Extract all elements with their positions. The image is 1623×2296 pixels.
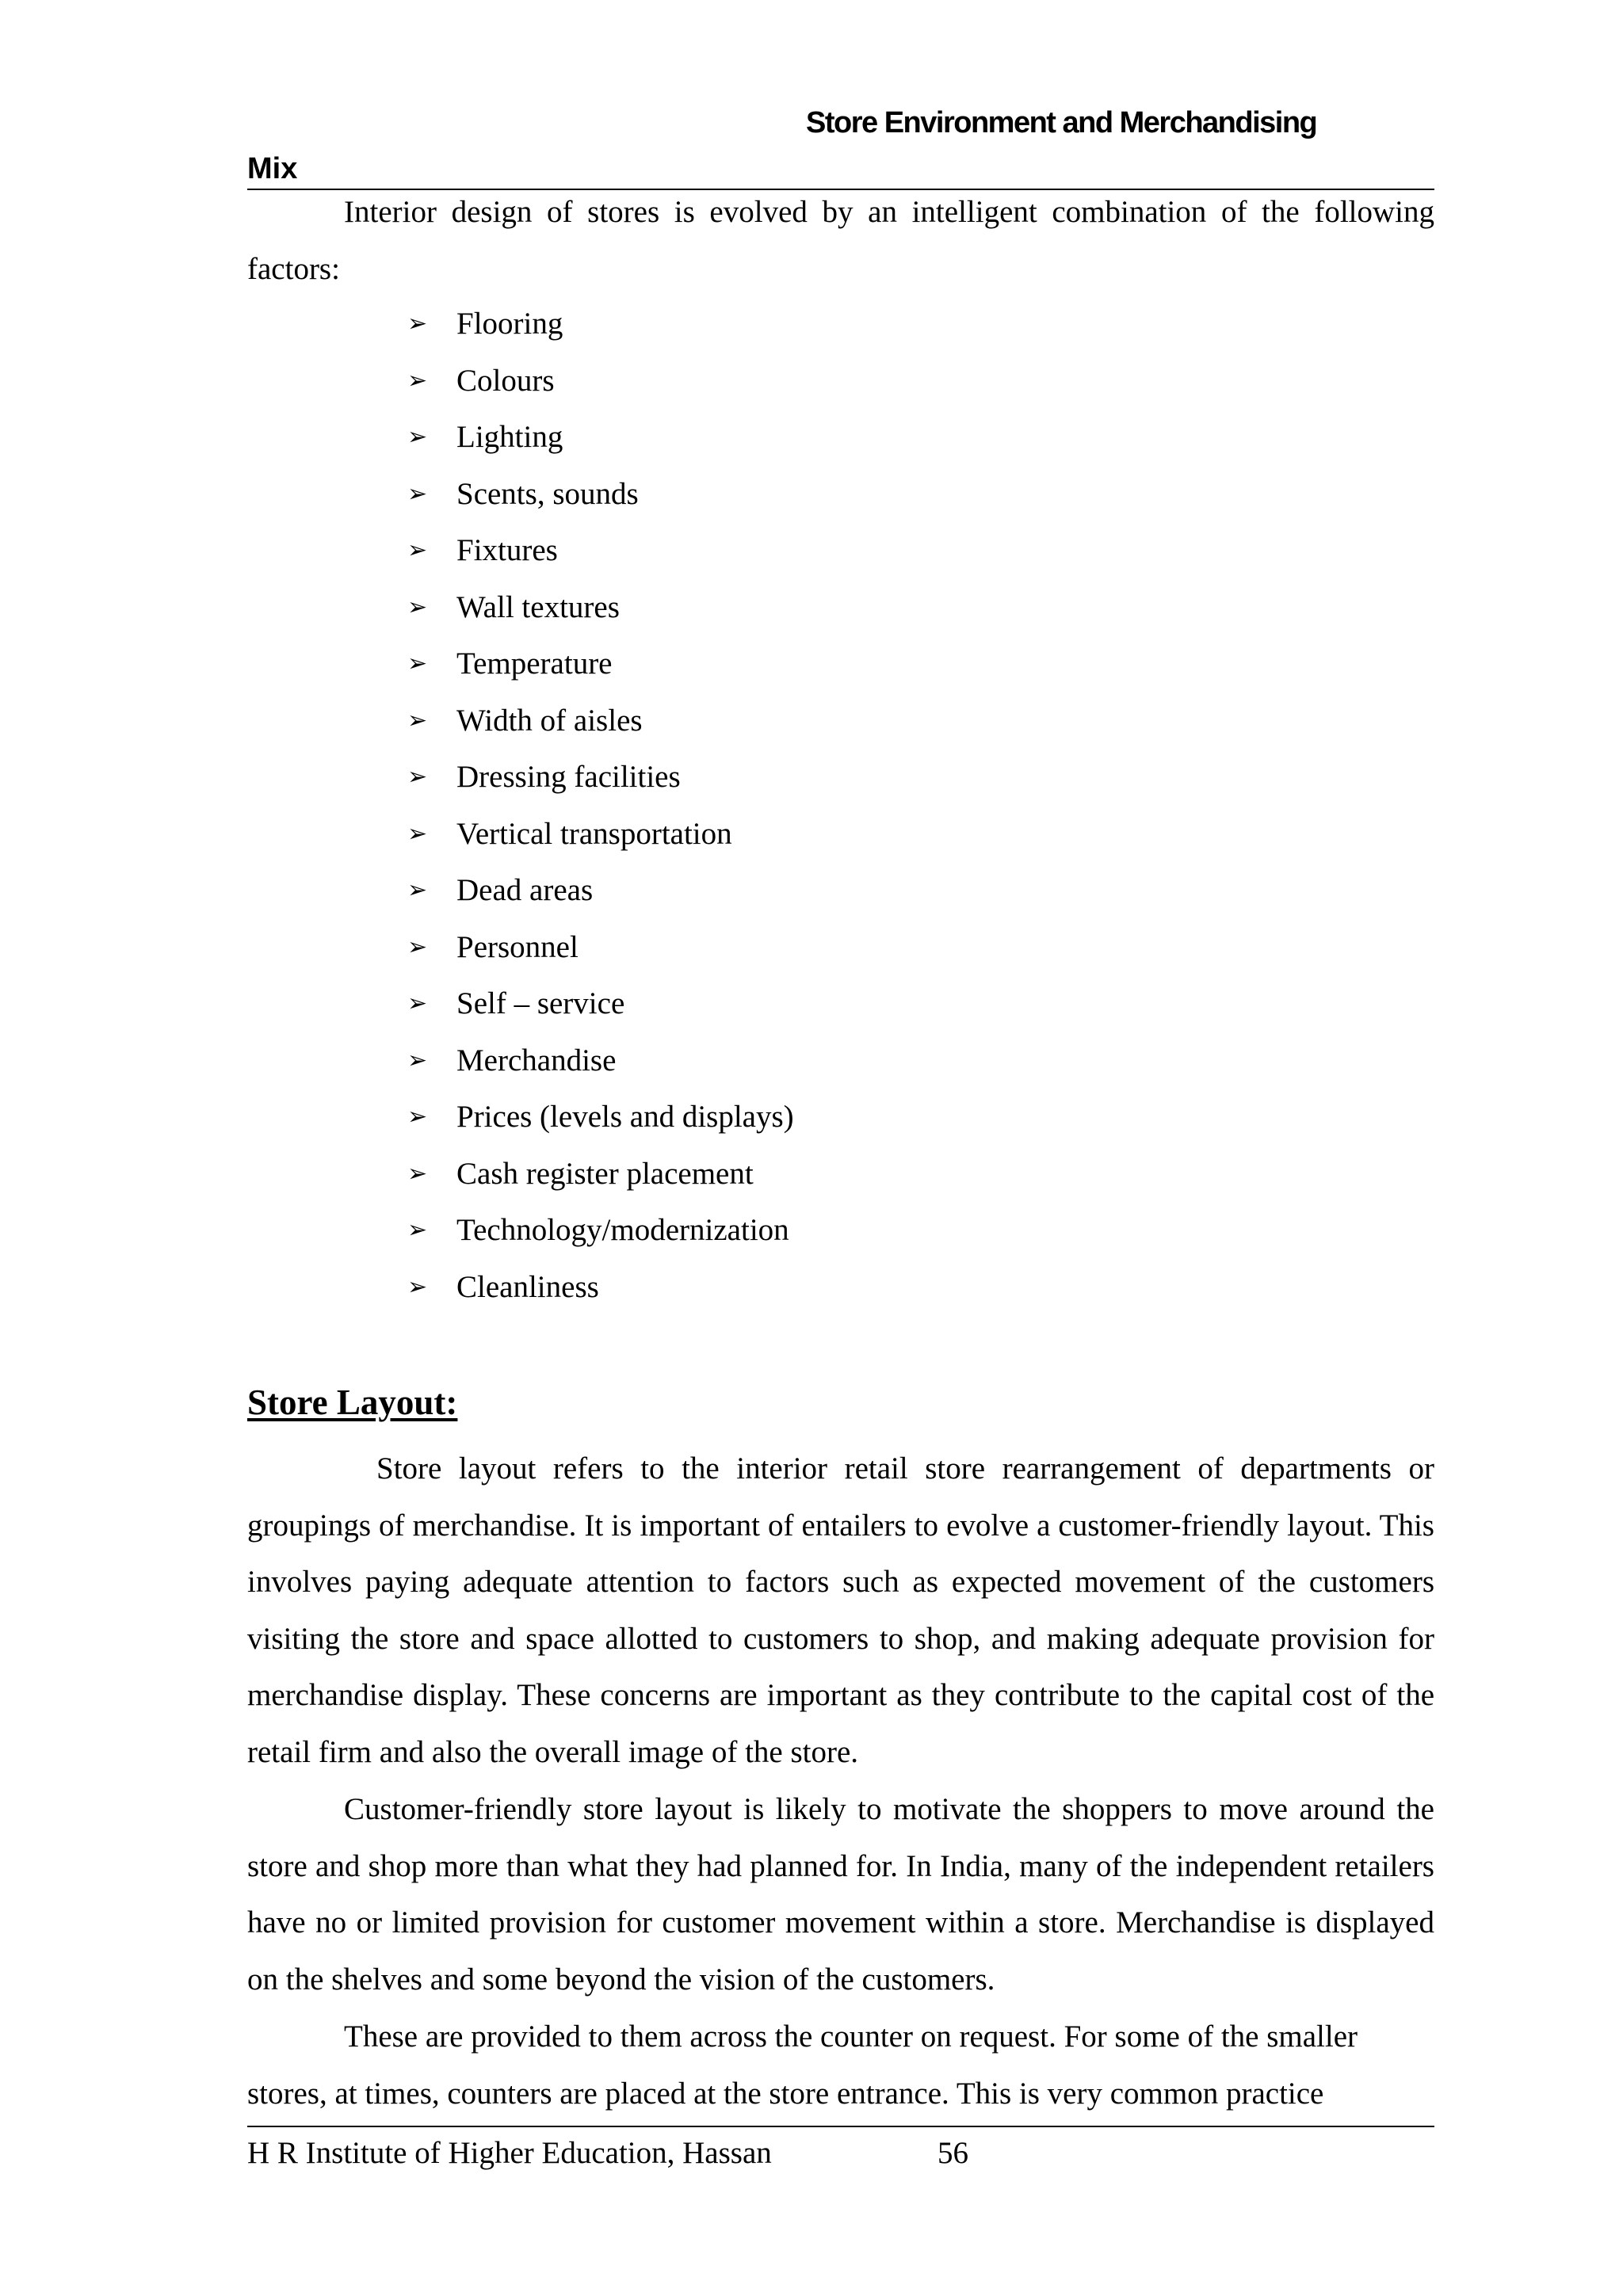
body-paragraph: Store layout refers to the interior retail store rearrangement of departments or groupings of merchandise. It is important of entailers to evolve a customer-friendly layout. This involves paying adequate attention to factors such as expected movement of the customers visiting the store and space allotted to customers to shop, and making adequate provision for merchandise display. These concerns are important as they contribute to the capital cost of the retail firm and also the overall image of the store. (247, 1451, 1434, 1769)
list-item-text: Colours (456, 363, 555, 398)
list-item-text: Personnel (456, 929, 579, 964)
list-item-text: Fixtures (456, 533, 558, 567)
list-item-text: Technology/modernization (456, 1213, 789, 1247)
intro-paragraph: Interior design of stores is evolved by an intelligent combination of the following factors: (247, 195, 1434, 286)
list-item-text: Width of aisles (456, 703, 643, 738)
list-item-text: Flooring (456, 307, 563, 341)
list-item-text: Self – service (456, 986, 625, 1020)
arrow-bullet-icon: ➢ (407, 479, 428, 508)
list-item-text: Dead areas (456, 873, 594, 907)
arrow-bullet-icon: ➢ (407, 990, 428, 1017)
page-number: 56 (938, 2136, 968, 2170)
arrow-bullet-icon: ➢ (407, 593, 428, 621)
list-item-text: Dressing facilities (456, 760, 681, 794)
arrow-bullet-icon: ➢ (407, 1103, 428, 1131)
arrow-bullet-icon: ➢ (407, 876, 428, 904)
arrow-bullet-icon: ➢ (407, 650, 428, 677)
paragraph-line: These are provided to them across the counter on request. For some of the smaller (344, 2019, 1358, 2054)
body-paragraph (247, 2008, 1434, 2122)
footer-rule (247, 2126, 1434, 2127)
arrow-bullet-icon: ➢ (407, 536, 428, 564)
arrow-bullet-icon: ➢ (407, 933, 428, 961)
arrow-bullet-icon: ➢ (407, 763, 428, 791)
running-header-title: Store Environment and Merchandising (806, 106, 1317, 139)
arrow-bullet-icon: ➢ (407, 1216, 428, 1244)
list-item-text: Vertical transportation (456, 816, 732, 851)
list-item-text: Lighting (456, 420, 563, 454)
arrow-bullet-icon: ➢ (407, 819, 428, 848)
arrow-bullet-icon: ➢ (407, 1159, 428, 1188)
list-item-text: Prices (levels and displays) (456, 1100, 794, 1134)
arrow-bullet-icon: ➢ (407, 706, 428, 734)
arrow-bullet-icon: ➢ (407, 1046, 428, 1074)
arrow-bullet-icon: ➢ (407, 366, 428, 395)
list-item-text: Temperature (456, 646, 613, 681)
running-header-continuation: Mix (247, 152, 298, 185)
list-item-text: Merchandise (456, 1043, 617, 1077)
arrow-bullet-icon: ➢ (407, 310, 428, 338)
list-item-text: Cleanliness (456, 1269, 599, 1304)
footer-institute: H R Institute of Higher Education, Hassan (247, 2136, 772, 2170)
paragraph-line: stores, at times, counters are placed at the store entrance. This is very common practice (247, 2076, 1324, 2111)
list-item-text: Wall textures (456, 589, 620, 624)
body-paragraph: Customer-friendly store layout is likely to motivate the shoppers to move around the store and shop more than what they had planned for. In India, many of the independent retailers have no or limited provision for customer movement within a store. Merchandise is displayed on the shelves and some beyond the vision of the customers. (247, 1792, 1434, 1997)
list-item-text: Scents, sounds (456, 476, 639, 511)
arrow-bullet-icon: ➢ (407, 1272, 428, 1301)
list-item-text: Cash register placement (456, 1156, 754, 1191)
arrow-bullet-icon: ➢ (407, 423, 428, 451)
section-heading: Store Layout: (247, 1383, 458, 1422)
